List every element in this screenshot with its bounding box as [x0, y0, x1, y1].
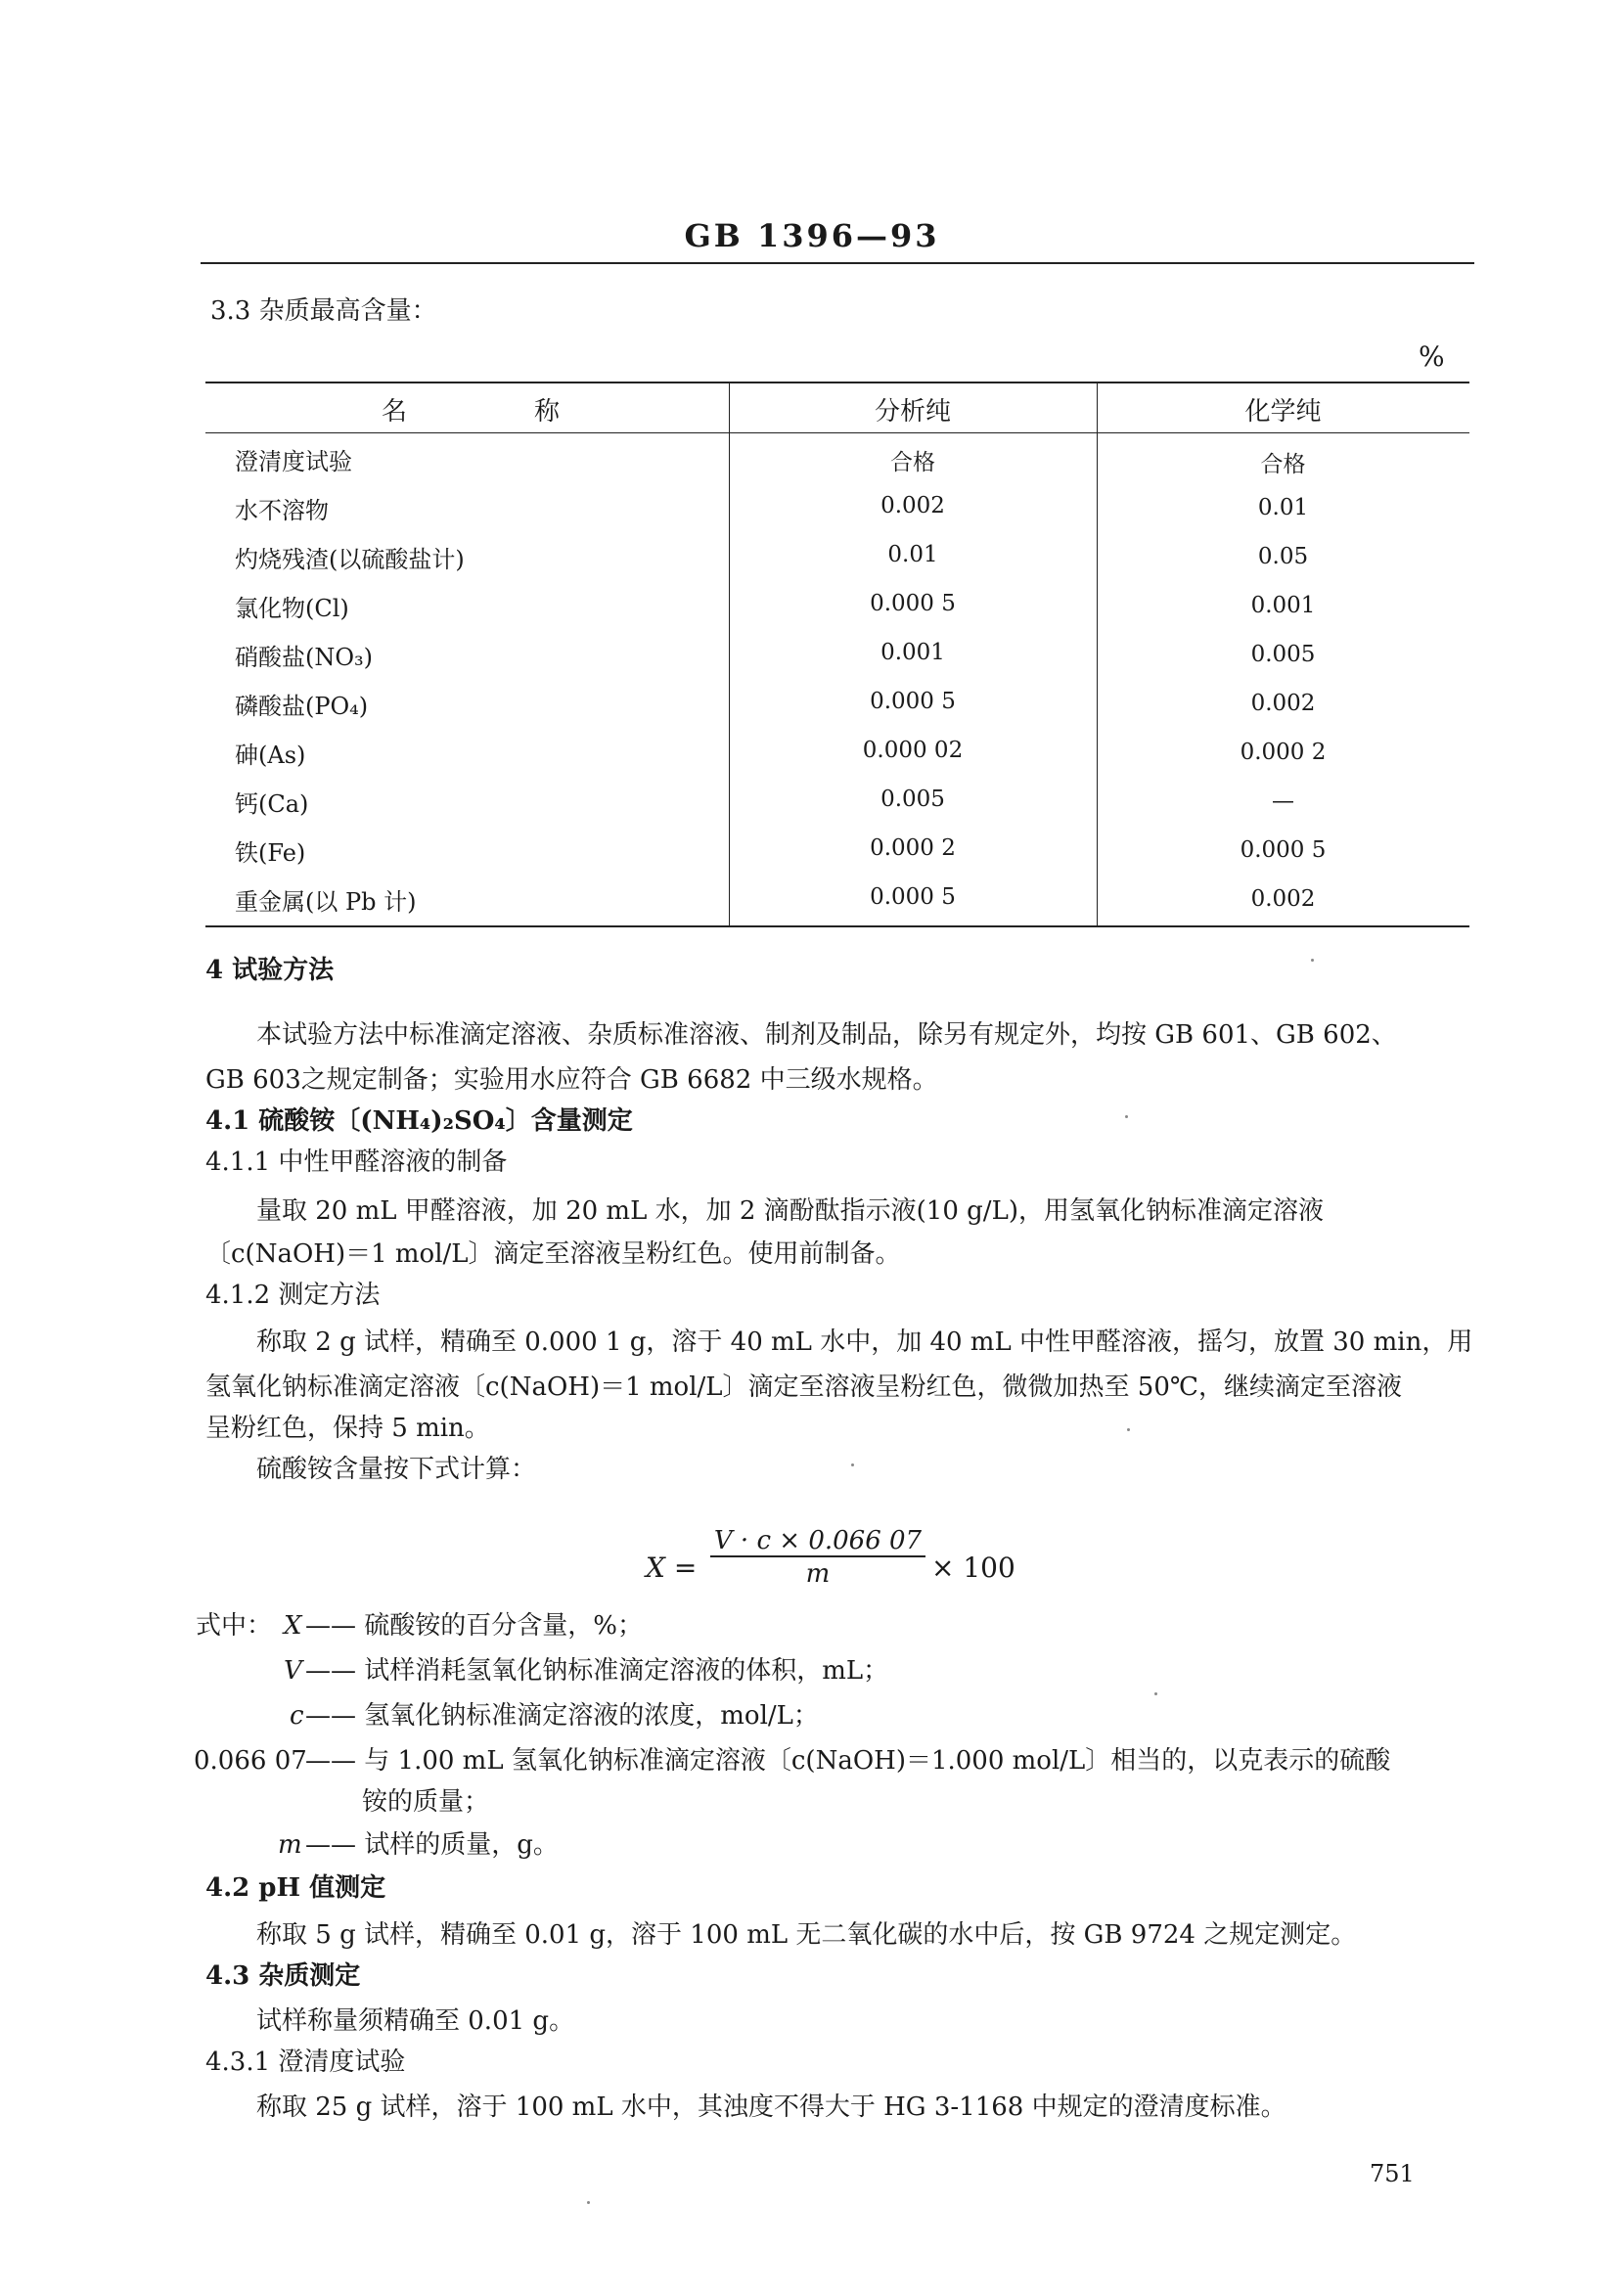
section-4-1-1-line: 量取 20 mL 甲醛溶液，加 20 mL 水，加 2 滴酚酞指示液(10 g/L)，用氢氧化钠标准滴定溶液 — [256, 1196, 1324, 1226]
unit-label: % — [1419, 340, 1445, 373]
where-symbol: 0.066 07 — [194, 1746, 307, 1776]
section-4-1-1-title: 4.1.1 中性甲醛溶液的制备 — [205, 1148, 508, 1177]
table-top-rule — [205, 382, 1469, 383]
row-name: 砷(As) — [235, 742, 306, 769]
row-name: 重金属(以 Pb 计) — [235, 888, 417, 916]
row-name: 硝酸盐(NO₃) — [235, 644, 374, 671]
scan-speck — [1311, 959, 1314, 962]
row-name: 铁(Fe) — [235, 839, 306, 867]
where-prefix: 式中： — [196, 1611, 273, 1641]
row-analytical: 0.000 5 — [870, 884, 956, 910]
formula-denominator: m — [710, 1555, 925, 1589]
where-symbol: X — [284, 1611, 302, 1641]
section-4-1-1-line: 〔c(NaOH)＝1 mol/L〕滴定至溶液呈粉红色。使用前制备。 — [205, 1239, 901, 1269]
table-row — [205, 434, 1469, 483]
section-4-para-line: 本试验方法中标准滴定溶液、杂质标准溶液、制剂及制品，除另有规定外，均按 GB 601、GB 602、 — [256, 1020, 1397, 1050]
section-4-3-title: 4.3 杂质测定 — [205, 1961, 361, 1991]
where-desc: —— 与 1.00 mL 氢氧化钠标准滴定溶液〔c(NaOH)＝1.000 mol/L〕相当的，以克表示的硫酸 — [305, 1746, 1391, 1776]
section-4-1-2-title: 4.1.2 测定方法 — [205, 1281, 381, 1310]
row-analytical: 合格 — [890, 450, 935, 475]
where-symbol: V — [284, 1656, 302, 1686]
impurity-table — [205, 382, 1469, 929]
where-desc: —— 硫酸铵的百分含量，%； — [305, 1611, 643, 1641]
formula-lhs: X = — [646, 1552, 698, 1584]
section-4-1-2-line: 称取 2 g 试样，精确至 0.000 1 g，溶于 40 mL 水中，加 40 mL 中性甲醛溶液，摇匀，放置 30 min，用 — [256, 1328, 1473, 1357]
where-desc-cont: 铵的质量； — [362, 1787, 490, 1817]
row-chemical: 0.01 — [1257, 495, 1309, 520]
scan-speck — [1125, 1115, 1128, 1118]
section-4-2-line: 称取 5 g 试样，精确至 0.01 g，溶于 100 mL 无二氧化碳的水中后，按 GB 9724 之规定测定。 — [256, 1920, 1357, 1950]
row-analytical: 0.000 5 — [870, 689, 956, 714]
table-row — [205, 581, 1469, 630]
table-row — [205, 777, 1469, 826]
table-row — [205, 826, 1469, 875]
section-4-3-1-line: 称取 25 g 试样，溶于 100 mL 水中，其浊度不得大于 HG 3-1168 中规定的澄清度标准。 — [256, 2092, 1286, 2122]
section-4-para-line: GB 603之规定制备；实验用水应符合 GB 6682 中三级水规格。 — [205, 1065, 938, 1095]
row-chemical: 0.001 — [1250, 593, 1316, 618]
row-chemical: 合格 — [1260, 452, 1306, 477]
row-chemical: 0.005 — [1250, 642, 1316, 667]
row-analytical: 0.005 — [880, 787, 945, 812]
row-analytical: 0.000 2 — [870, 835, 956, 861]
formula-numerator: V · c × 0.066 07 — [713, 1526, 923, 1555]
row-analytical: 0.002 — [880, 493, 945, 518]
where-desc: —— 试样消耗氢氧化钠标准滴定溶液的体积，mL； — [305, 1656, 889, 1686]
table-header-chemical: 化学纯 — [1244, 397, 1322, 427]
scan-speck — [1154, 1692, 1157, 1695]
table-row — [205, 630, 1469, 679]
content-formula — [646, 1526, 1057, 1604]
row-chemical: 0.05 — [1257, 544, 1309, 569]
row-name: 澄清度试验 — [235, 448, 352, 475]
table-row — [205, 483, 1469, 532]
table-row — [205, 679, 1469, 728]
section-4-3-1-title: 4.3.1 澄清度试验 — [205, 2048, 406, 2077]
where-desc: —— 氢氧化钠标准滴定溶液的浓度，mol/L； — [305, 1701, 819, 1731]
section-4-1-2-line: 呈粉红色，保持 5 min。 — [205, 1414, 490, 1443]
table-row — [205, 728, 1469, 777]
section-4-3-line: 试样称量须精确至 0.01 g。 — [256, 2006, 575, 2036]
section-3-3-title: 3.3 杂质最高含量： — [210, 296, 437, 326]
formula-fraction — [710, 1526, 925, 1589]
section-4-title: 4 试验方法 — [205, 956, 335, 985]
formula-rhs: × 100 — [931, 1552, 1015, 1584]
scan-speck — [587, 2201, 590, 2204]
page-number: 751 — [1370, 2160, 1415, 2187]
section-4-2-title: 4.2 pH 值测定 — [205, 1873, 386, 1903]
table-header-rule — [205, 432, 1469, 433]
where-symbol: m — [278, 1830, 302, 1860]
table-row — [205, 875, 1469, 923]
row-analytical: 0.000 5 — [870, 591, 956, 616]
row-name: 氯化物(Cl) — [235, 595, 349, 622]
where-symbol: c — [290, 1701, 304, 1731]
section-4-1-title: 4.1 硫酸铵〔(NH₄)₂SO₄〕含量测定 — [205, 1106, 633, 1136]
row-name: 灼烧残渣(以硫酸盐计) — [235, 546, 465, 573]
row-chemical: 0.000 5 — [1240, 837, 1327, 863]
header-rule — [201, 262, 1474, 264]
row-chemical: 0.002 — [1250, 886, 1316, 912]
row-name: 钙(Ca) — [235, 790, 309, 818]
table-row — [205, 532, 1469, 581]
where-desc: —— 试样的质量，g。 — [305, 1830, 559, 1860]
row-analytical: 0.001 — [880, 640, 945, 665]
document-header: GB 1396—93 — [684, 217, 940, 254]
row-chemical: 0.002 — [1250, 691, 1316, 716]
table-header-name: 名 称 — [382, 397, 561, 427]
table-header-analytical: 分析纯 — [874, 397, 951, 427]
section-4-1-2-line: 硫酸铵含量按下式计算： — [256, 1455, 537, 1484]
row-chemical: 0.000 2 — [1240, 740, 1327, 765]
row-name: 水不溶物 — [235, 497, 329, 524]
row-analytical: 0.000 02 — [862, 738, 964, 763]
row-chemical: — — [1272, 788, 1294, 814]
row-name: 磷酸盐(PO₄) — [235, 693, 369, 720]
scan-speck — [1127, 1428, 1130, 1431]
table-bottom-rule — [205, 925, 1469, 927]
section-4-1-2-line: 氢氧化钠标准滴定溶液〔c(NaOH)＝1 mol/L〕滴定至溶液呈粉红色，微微加热至 50℃，继续滴定至溶液 — [205, 1372, 1402, 1402]
row-analytical: 0.01 — [887, 542, 938, 567]
scan-speck — [851, 1463, 854, 1466]
